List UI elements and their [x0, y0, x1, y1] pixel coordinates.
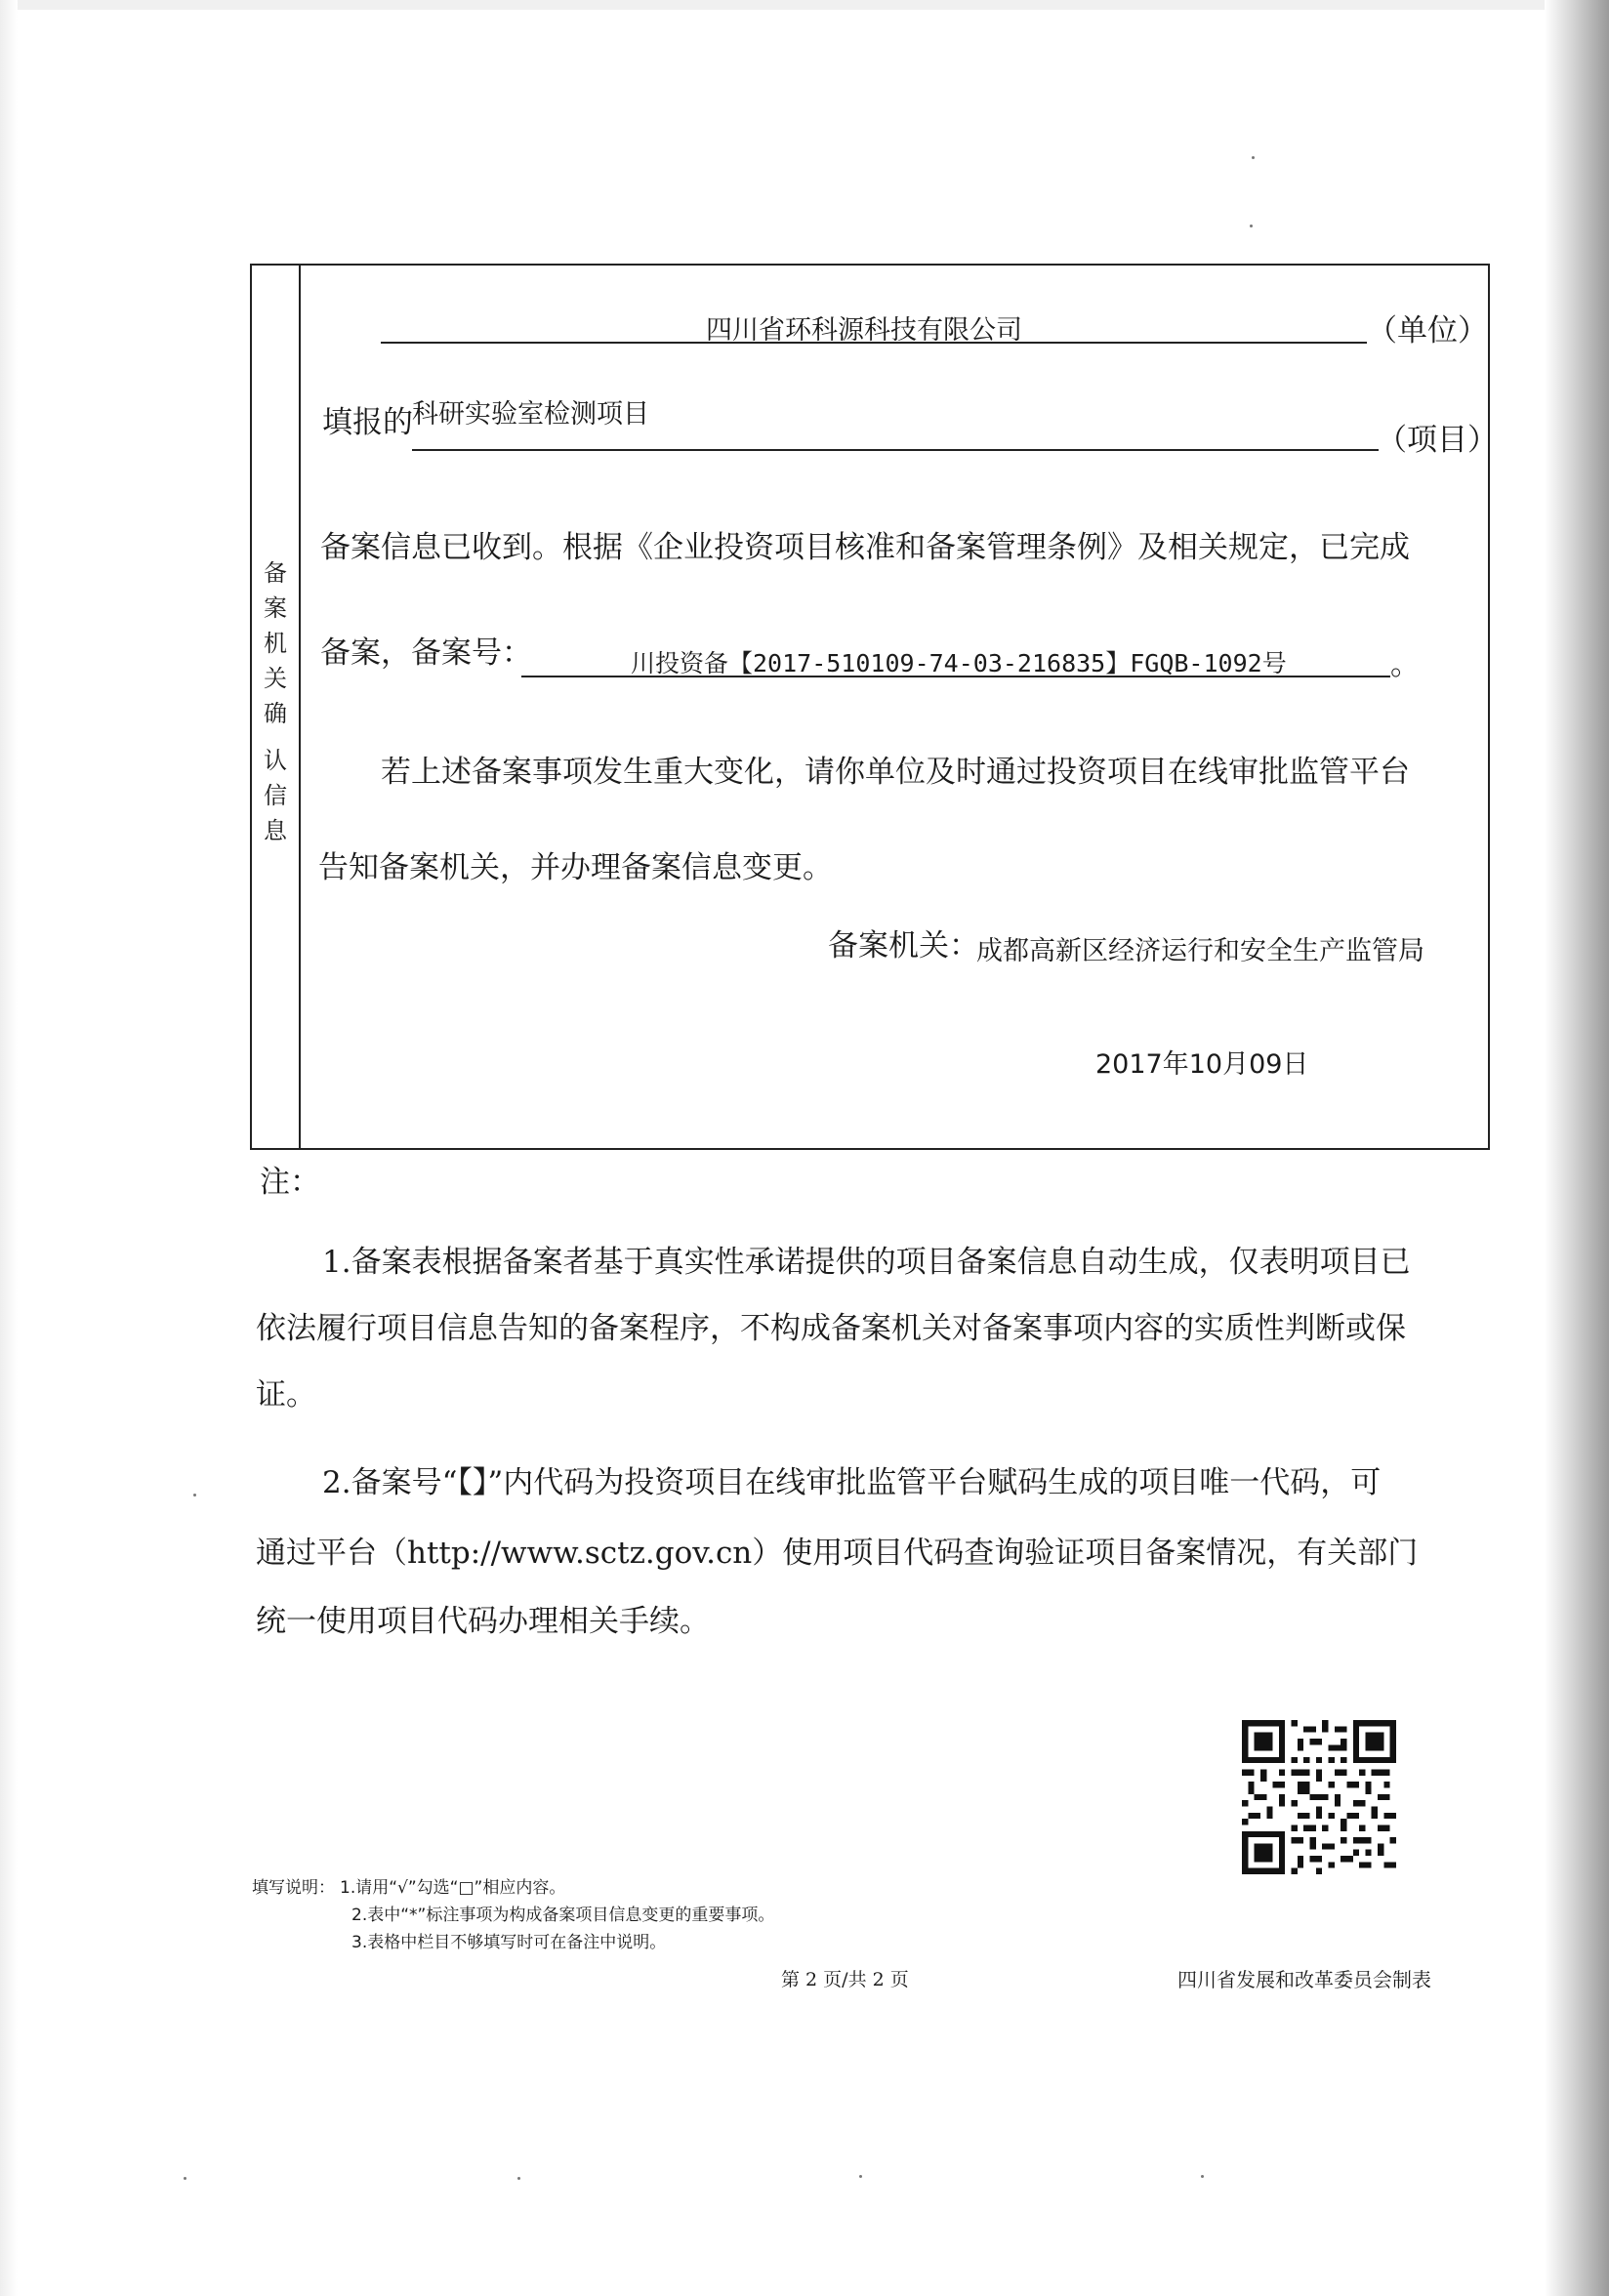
- note2-line1: 2.备案号“【】”内代码为投资项目在线审批监管平台赋码生成的项目唯一代码，可: [322, 1465, 1382, 1500]
- scan-speck: [193, 1494, 196, 1496]
- side-label-char: 关: [264, 665, 287, 692]
- unit-suffix: （单位）: [1367, 313, 1488, 348]
- note2-line3: 统一使用项目代码办理相关手续。: [256, 1604, 710, 1639]
- scan-shadow: [1545, 0, 1609, 2296]
- notes-heading: 注：: [260, 1165, 320, 1200]
- side-label-char: 备: [264, 559, 287, 587]
- scan-speck: [184, 2177, 186, 2180]
- project-name: 科研实验室检测项目: [412, 399, 649, 430]
- page-left-edge: [0, 0, 18, 2296]
- filing-date: 2017年10月09日: [1095, 1049, 1309, 1080]
- note1-line3: 证。: [256, 1377, 316, 1413]
- side-label-char: 认: [264, 747, 287, 774]
- para2-line2: 告知备案机关，并办理备案信息变更。: [318, 850, 833, 885]
- side-label-column: [252, 266, 301, 1148]
- note2-line2: 通过平台（http://www.sctz.gov.cn）使用项目代码查询验证项目备案情况，有关部门: [256, 1536, 1419, 1571]
- filing-number: 川投资备【2017-510109-74-03-216835】FGQB-1092号: [631, 649, 1287, 677]
- authority-name: 成都高新区经济运行和安全生产监管局: [976, 936, 1424, 966]
- para2-line1: 若上述备案事项发生重大变化，请你单位及时通过投资项目在线审批监管平台: [381, 755, 1410, 790]
- page-top-edge: [0, 0, 1609, 10]
- para1-line2-prefix: 备案，备案号：: [320, 636, 532, 671]
- filed-prefix: 填报的: [322, 405, 413, 440]
- project-underline: [412, 449, 1379, 451]
- scan-speck: [1250, 225, 1253, 227]
- side-label-char: 机: [264, 630, 287, 657]
- fill-instructions-label: 填写说明：: [252, 1878, 335, 1898]
- note1-line2: 依法履行项目信息告知的备案程序，不构成备案机关对备案事项内容的实质性判断或保: [256, 1311, 1406, 1346]
- side-label-char: 确: [264, 700, 287, 727]
- fill-instruction-3: 3.表格中栏目不够填写时可在备注中说明。: [351, 1933, 667, 1952]
- page-indicator: 第 2 页/共 2 页: [781, 1969, 909, 1990]
- para1-line1: 备案信息已收到。根据《企业投资项目核准和备案管理条例》及相关规定，已完成: [320, 530, 1410, 565]
- side-label-char: 案: [264, 594, 287, 622]
- filing-number-underline: [521, 676, 1390, 677]
- scan-speck: [517, 2177, 520, 2180]
- scan-speck: [859, 2175, 862, 2178]
- scan-speck: [1252, 156, 1255, 159]
- scan-speck: [1201, 2175, 1204, 2178]
- side-label-char: 信: [264, 782, 287, 809]
- side-label-char: 息: [264, 817, 287, 844]
- authority-label: 备案机关：: [828, 928, 979, 964]
- note1-line1: 1.备案表根据备案者基于真实性承诺提供的项目备案信息自动生成，仅表明项目已: [322, 1245, 1411, 1280]
- project-suffix: （项目）: [1377, 423, 1498, 458]
- issuer-label: 四川省发展和改革委员会制表: [1177, 1968, 1431, 1991]
- unit-name: 四川省环科源科技有限公司: [706, 315, 1022, 346]
- qr-code-icon: [1242, 1720, 1396, 1874]
- fill-instruction-2: 2.表中“*”标注事项为构成备案项目信息变更的重要事项。: [351, 1906, 775, 1925]
- fill-instruction-1: 1.请用“√”勾选“□”相应内容。: [340, 1878, 566, 1898]
- filing-suffix: 。: [1390, 647, 1421, 682]
